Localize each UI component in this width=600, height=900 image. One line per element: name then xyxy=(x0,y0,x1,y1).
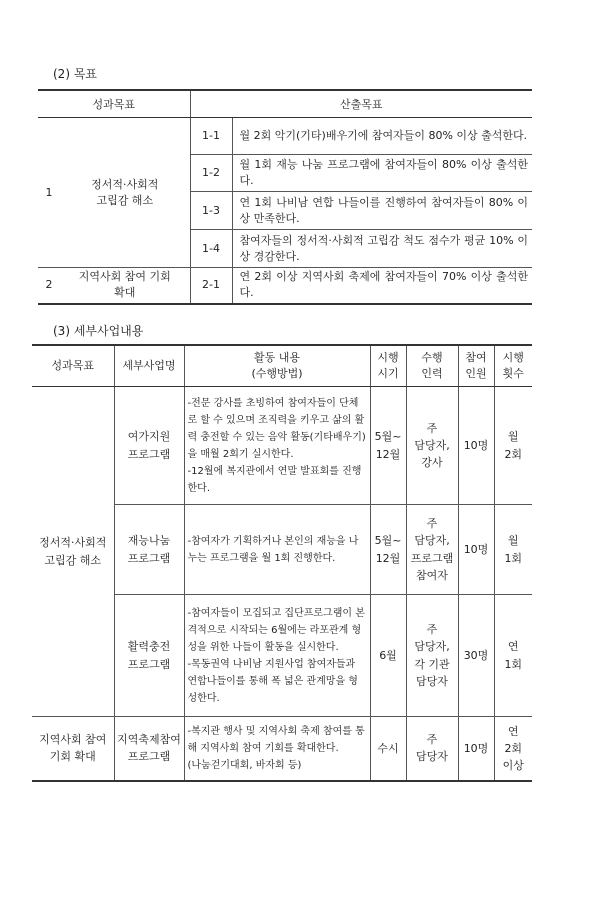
goal-name: 지역사회 참여 기회 확대 xyxy=(60,268,190,304)
period-cell: 수시 xyxy=(370,717,406,781)
staff-cell: 주 담당자, 프로그램 참여자 xyxy=(406,505,458,595)
output-text: 참여자들의 정서적·사회적 고립감 척도 점수가 평균 10% 이상 경감한다. xyxy=(232,230,532,268)
participants-cell: 30명 xyxy=(458,595,494,717)
goal-number: 1 xyxy=(38,118,60,268)
section-heading-goals: (2) 목표 xyxy=(53,67,97,81)
activity-content: -참여자들이 모집되고 집단프로그램이 본격적으로 시작되는 6월에는 라포관계 형성을 위한 나들이 활동을 실시한다. -목동권역 나비남 지원사업 참여자들과 연합나들이를 통해 폭 넓은 관계망을 형성한다. xyxy=(184,595,370,717)
project-name: 활력충전 프로그램 xyxy=(114,595,184,717)
project-name: 재능나눔 프로그램 xyxy=(114,505,184,595)
goal-number: 2 xyxy=(38,268,60,304)
output-text: 연 2회 이상 지역사회 축제에 참여자들이 70% 이상 출석한다. xyxy=(232,268,532,304)
staff-cell: 주 담당자 xyxy=(406,717,458,781)
participants-cell: 10명 xyxy=(458,387,494,505)
project-details-table xyxy=(32,344,532,782)
period-cell: 5월~ 12월 xyxy=(370,505,406,595)
table-row xyxy=(38,118,532,155)
count-cell: 연 1회 xyxy=(494,595,532,717)
table-row xyxy=(32,717,532,781)
details-table-header xyxy=(32,345,532,387)
header-activity: 활동 내용 (수행방법) xyxy=(184,345,370,387)
header-output-goal: 산출목표 xyxy=(190,90,532,118)
goals-table xyxy=(38,89,532,305)
output-code: 2-1 xyxy=(190,268,232,304)
staff-cell: 주 담당자, 강사 xyxy=(406,387,458,505)
project-name: 지역축제참여 프로그램 xyxy=(114,717,184,781)
participants-cell: 10명 xyxy=(458,717,494,781)
output-code: 1-1 xyxy=(190,118,232,155)
count-cell: 연 2회 이상 xyxy=(494,717,532,781)
project-name: 여가지원 프로그램 xyxy=(114,387,184,505)
goal-cell: 정서적·사회적 고립감 해소 xyxy=(32,387,114,717)
activity-content: -참여자가 기획하거나 본인의 재능을 나누는 프로그램을 월 1회 진행한다. xyxy=(184,505,370,595)
output-code: 1-2 xyxy=(190,155,232,192)
output-text: 월 1회 재능 나눔 프로그램에 참여자들이 80% 이상 출석한다. xyxy=(232,155,532,192)
output-code: 1-3 xyxy=(190,192,232,230)
header-project: 세부사업명 xyxy=(114,345,184,387)
section-heading-details: (3) 세부사업내용 xyxy=(53,324,144,338)
header-participants: 참여 인원 xyxy=(458,345,494,387)
goal-name: 정서적·사회적 고립감 해소 xyxy=(60,118,190,268)
goal-cell: 지역사회 참여 기회 확대 xyxy=(32,717,114,781)
activity-content: -복지관 행사 및 지역사회 축제 참여를 통해 지역사회 참여 기회를 확대한다. (나눔걷기대회, 바자회 등) xyxy=(184,717,370,781)
period-cell: 5월~ 12월 xyxy=(370,387,406,505)
header-performance-goal: 성과목표 xyxy=(38,90,190,118)
output-code: 1-4 xyxy=(190,230,232,268)
table-row xyxy=(38,268,532,304)
header-count: 시행 횟수 xyxy=(494,345,532,387)
participants-cell: 10명 xyxy=(458,505,494,595)
count-cell: 월 2회 xyxy=(494,387,532,505)
count-cell: 월 1회 xyxy=(494,505,532,595)
period-cell: 6월 xyxy=(370,595,406,717)
goals-table-header xyxy=(38,90,532,118)
output-text: 월 2회 악기(기타)배우기에 참여자들이 80% 이상 출석한다. xyxy=(232,118,532,155)
activity-content: -전문 강사를 초빙하여 참여자들이 단체로 할 수 있으며 조직력을 키우고 삶의 활력 충전할 수 있는 음악 활동(기타배우기)을 매월 2회기 실시한다. -12월에 복지관에서 연말 발표회를 진행한다. xyxy=(184,387,370,505)
header-period: 시행 시기 xyxy=(370,345,406,387)
staff-cell: 주 담당자, 각 기관 담당자 xyxy=(406,595,458,717)
header-goal: 성과목표 xyxy=(32,345,114,387)
header-staff: 수행 인력 xyxy=(406,345,458,387)
output-text: 연 1회 나비남 연합 나들이를 진행하여 참여자들이 80% 이상 만족한다. xyxy=(232,192,532,230)
table-row xyxy=(32,387,532,505)
